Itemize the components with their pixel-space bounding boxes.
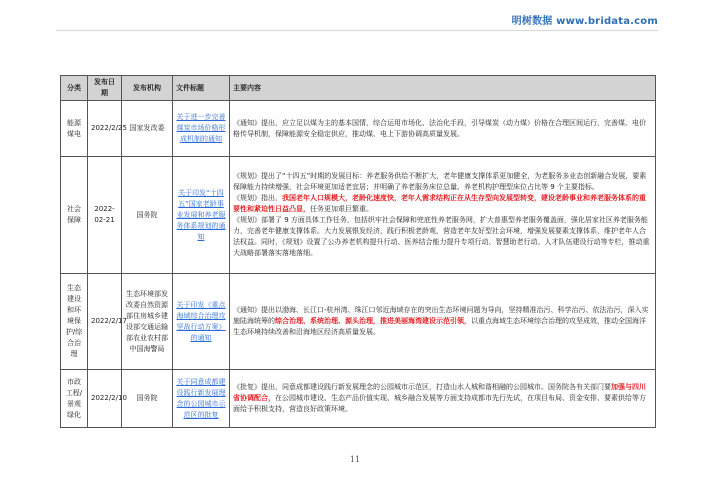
table-header-row	[61, 76, 656, 101]
table-row	[61, 101, 656, 157]
content-paragraph	[233, 118, 652, 140]
highlight-text: 我国老年人口规模大，老龄化速度快，老年人需求结构正在从生存型向发展型转变，建设老龄事业和养老服务体系的重要性和紧迫性日益凸显，	[233, 194, 646, 213]
content-text: 《通知》提出，应立足以煤为主的基本国情，综合运用市场化、法治化手段，引导煤炭（动力煤）价格在合理区间运行，完善煤、电价格传导机制，保障能源安全稳定供应，推动煤、电上下游协调高质量发展。	[233, 118, 646, 138]
page-number: 11	[349, 455, 361, 464]
row-content	[230, 157, 656, 274]
highlight-text: 综合治理、系统治理、源头治理，推进美丽海湾建设示范引领，	[275, 317, 471, 325]
content-paragraph	[233, 171, 652, 193]
row-agency: 国家发改委	[122, 101, 173, 157]
content-paragraph	[233, 382, 652, 415]
row-content	[230, 274, 656, 370]
content-text: 《规划》部署了 9 方面具体工作任务，包括织牢社会保障和兜底性养老服务网，扩大普惠型养老服务覆盖面，强化居家社区养老服务能力，完善老年健康支撑体系。大力发展银发经济，践行积极老龄观，营造老年友好型社会环境，增强发展要素支撑体系，维护老年人合法权益。同时，《规划》设置了公办养老机构提升行动、医养结合能力提升专项行动、智慧助老行动、人才队伍建设行动等专栏，推动重大战略部署落实落地落细。	[233, 216, 650, 257]
content-paragraph	[233, 193, 652, 215]
row-date: 2022-02-21	[88, 157, 122, 274]
row-content	[230, 101, 656, 157]
row-title-link[interactable]: 关于印发“十四五”国家老龄事业发展和养老服务体系规划的通知	[173, 157, 230, 274]
row-content	[230, 370, 656, 428]
row-agency: 国务院	[122, 157, 173, 274]
row-agency: 生态环境部发改委自然资源部住房城乡建设部交通运输部农业农村部中国海警局	[122, 274, 173, 370]
content-text: 以重点海域生态环境综合治理的攻坚成效，推动全国海洋生态环境持续改善和沿海地区经济高质量发展。	[233, 317, 646, 336]
content-text: 《规划》提出了“十四五”时期的发展目标：养老服务供给不断扩大，老年健康支撑体系更加健全，为老服务多业态创新融合发展，要素保障能力持续增强，社会环境更加适老宜居；并明确了养老服务床位总量、养老机构护理型床位占比等 9 个主要指标。	[233, 172, 647, 191]
header-divider	[56, 30, 658, 31]
row-title-link[interactable]: 关于进一步完善煤炭市场价格形成机制的通知	[173, 101, 230, 157]
header-date: 发布日期	[88, 76, 122, 101]
content-text: 在公园城市建设、生态产品价值实现、城乡融合发展等方面支持成都市先行先试，在项目布局、资金安排、要素供给等方面给予积极支持，营造良好政策环境。	[233, 394, 646, 413]
row-date: 2022/2/17	[88, 274, 122, 370]
row-category: 市政工程/景观绿化	[61, 370, 88, 428]
brand-watermark: 明树数据 www.bridata.com	[511, 16, 658, 27]
content-text: 《批复》提出，同意成都建设践行新发展理念的公园城市示范区，打造山水人城和谐相融的公园城市。国务院各有关部门要	[233, 383, 611, 391]
row-agency: 国务院	[122, 370, 173, 428]
header-title: 文件标题	[173, 76, 230, 101]
content-text: 《规划》指出，	[233, 194, 282, 202]
content-paragraph	[233, 215, 652, 259]
row-date: 2022/2/10	[88, 370, 122, 428]
header-category: 分类	[61, 76, 88, 101]
row-category: 生态建设和环境保护/综合治理	[61, 274, 88, 370]
content-text: 《通知》提出以渤海、长江口-杭州湾、珠江口邻近海域存在的突出生态环境问题为导向，坚持精准治污、科学治污、依法治污，深入实施陆海统筹的	[233, 306, 649, 325]
row-title-link[interactable]: 关于同意成都建设践行新发展理念的公园城市示范区的批复	[173, 370, 230, 428]
policy-table	[60, 75, 656, 428]
row-category: 社会保障	[61, 157, 88, 274]
row-title-link[interactable]: 关于印发《重点海域综合治理攻坚战行动方案》的通知	[173, 274, 230, 370]
table-row	[61, 157, 656, 274]
row-category: 能源煤电	[61, 101, 88, 157]
content-paragraph	[233, 305, 652, 338]
table-row	[61, 370, 656, 428]
header-agency: 发布机构	[122, 76, 173, 101]
content-text: 任务更加艰巨繁重。	[310, 205, 373, 213]
row-date: 2022/2/25	[88, 101, 122, 157]
header-content: 主要内容	[230, 76, 656, 101]
highlight-text: 加强与四川省协调配合，	[233, 383, 646, 402]
table-row	[61, 274, 656, 370]
